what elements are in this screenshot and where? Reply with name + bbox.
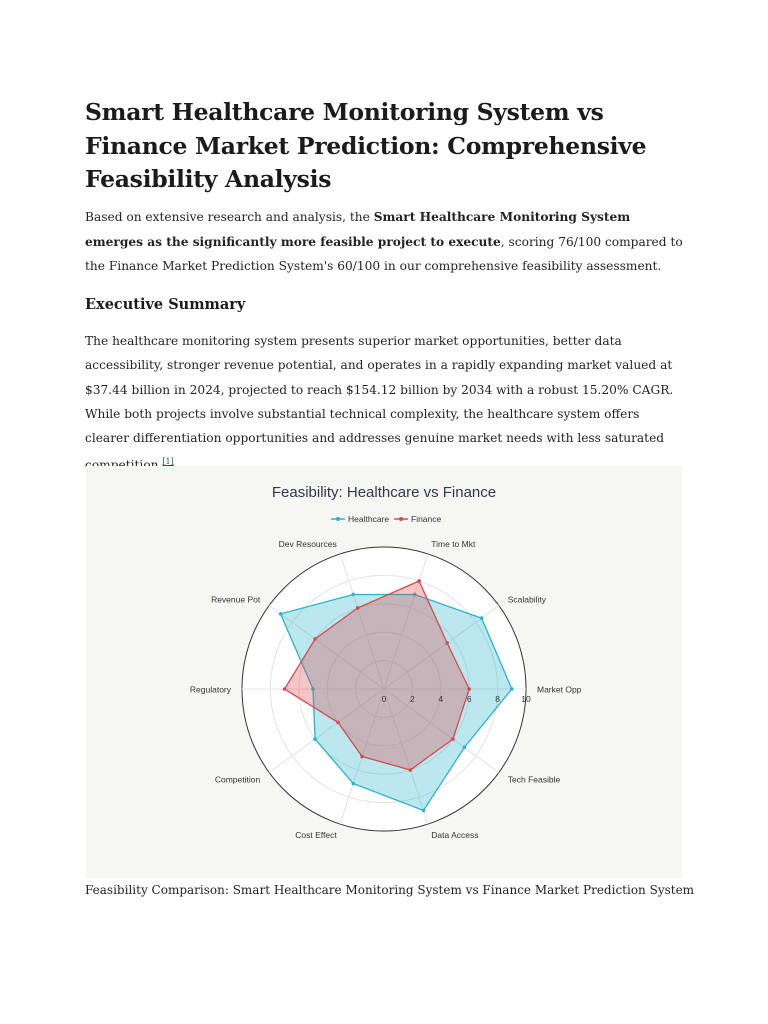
series-finance-point (313, 637, 317, 641)
chart-legend (331, 514, 442, 524)
legend-swatch-marker (336, 517, 340, 521)
series-finance-point (445, 641, 449, 645)
axis-label: Competition (214, 774, 261, 785)
radial-tick-label: 6 (466, 694, 472, 704)
chart-container (86, 466, 682, 878)
legend-swatch-marker (399, 517, 403, 521)
intro-text-start: Based on extensive research and analysis, the (85, 210, 374, 224)
series-finance-point (417, 579, 421, 583)
summary-text: The healthcare monitoring system presents superior market opportunities, better data accessibility, stronger revenue potential, and operates in a rapidly expanding market valued at $37.44 billion in 2024, projected to reach $154.12 billion by 2034 with a robust 15.20% CAGR. While both projects involve substantial technical complexity, the healthcare system offers clearer differentiation opportunities and addresses genuine market needs with less saturated (85, 334, 674, 446)
summary-paragraph (85, 329, 685, 478)
series-healthcare-point (510, 687, 514, 691)
axis-label: Dev Resources (278, 538, 337, 549)
series-healthcare-point (422, 809, 426, 813)
radial-tick-label: 10 (521, 694, 531, 704)
legend-label: Finance (411, 514, 442, 524)
axis-label: Market Opp (537, 684, 582, 695)
radial-tick-label: 0 (381, 694, 387, 704)
radial-tick-label: 2 (410, 694, 415, 704)
series-finance-point (283, 687, 287, 691)
series-finance-point (356, 606, 360, 610)
series-healthcare-point (351, 782, 355, 786)
citation-link[interactable]: [1] (162, 457, 174, 467)
axis-label: Scalability (507, 594, 547, 605)
legend-label: Healthcare (348, 514, 390, 524)
radial-tick-label: 8 (495, 694, 500, 704)
series-healthcare-point (480, 616, 484, 620)
series-finance-point (409, 768, 413, 772)
intro-emphasis: Smart Healthcare Monitoring System emerges as the significantly more feasible project to execute (85, 210, 631, 249)
radial-tick-label: 4 (438, 694, 444, 704)
chart-caption: Feasibility Comparison: Smart Healthcare Monitoring System vs Finance Market Prediction System (85, 883, 695, 897)
axis-label: Regulatory (189, 684, 231, 695)
page-title: Smart Healthcare Monitoring System vs Finance Market Prediction: Comprehensive Feasibility Analysis (85, 98, 647, 193)
axis-label: Cost Effect (295, 830, 337, 841)
series-healthcare-point (279, 612, 283, 616)
intro-paragraph (85, 205, 685, 279)
series-healthcare-point (463, 746, 467, 750)
series-finance-point (467, 687, 471, 691)
section-heading: Executive Summary (85, 296, 246, 313)
intro-text-end: , scoring 76/100 compared to the Finance Market Prediction System's 60/100 in our comprehensive feasibility assessment. (85, 234, 683, 273)
axis-label: Data Access (431, 830, 479, 841)
series-finance-point (336, 721, 340, 725)
series-healthcare-point (351, 593, 355, 597)
radar-chart (86, 466, 682, 878)
chart-title: Feasibility: Healthcare vs Finance (271, 484, 497, 501)
axis-label: Revenue Pot (211, 594, 261, 605)
series-finance-point (360, 755, 364, 759)
axis-label: Time to Mkt (431, 538, 476, 549)
series-finance-point (451, 737, 455, 741)
series-healthcare-point (313, 737, 317, 741)
axis-label: Tech Feasible (507, 774, 561, 785)
